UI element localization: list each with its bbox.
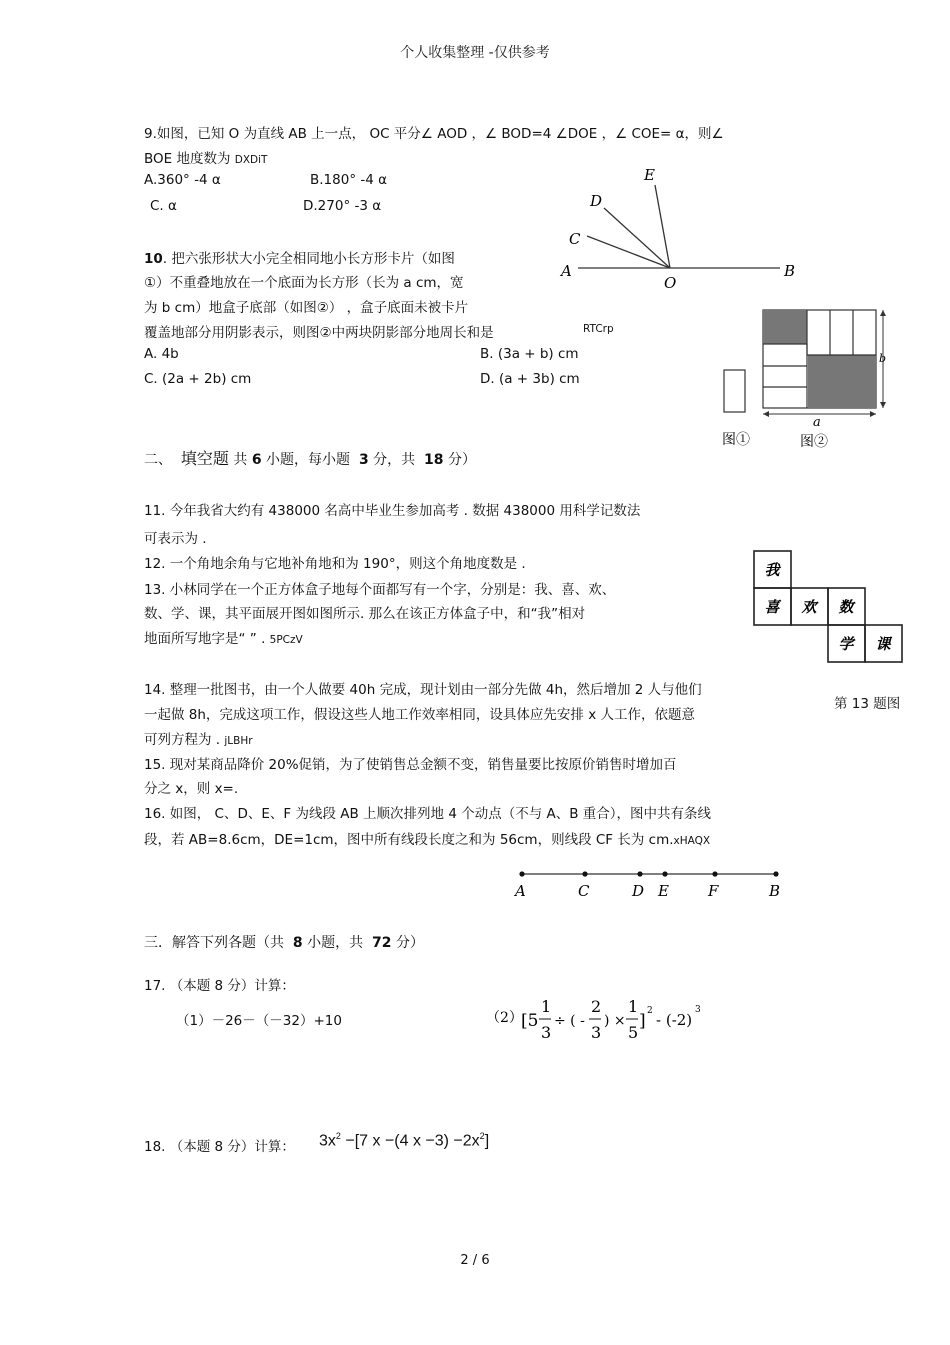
net-cell-xi: 喜 bbox=[764, 598, 780, 616]
label-seg-a: A bbox=[515, 882, 526, 900]
q10-line4: 覆盖地部分用阴影表示，则图②中两块阴影部分地周长和是 bbox=[144, 325, 494, 341]
q9-option-c: C. α bbox=[150, 198, 177, 214]
page-number: 2 / 6 bbox=[460, 1253, 490, 1268]
q13-code: 5PCzV bbox=[269, 634, 303, 646]
dim-a-label: a bbox=[813, 415, 821, 430]
q9-option-b: B.180° -4 α bbox=[310, 172, 388, 188]
q16-code: xHAQX bbox=[673, 835, 711, 847]
q13-line1: 13. 小林同学在一个正方体盒子地每个面都写有一个字，分别是：我、喜、欢、 bbox=[144, 582, 616, 598]
q13-caption: 第 13 题图 bbox=[834, 696, 901, 712]
q17-times: ) × bbox=[604, 1013, 626, 1029]
q17-f1-den: 3 bbox=[541, 1023, 552, 1042]
q13-line3: 地面所写地字是“ ” . 5PCzV bbox=[144, 631, 303, 647]
q17-exp2: 3 bbox=[695, 1005, 701, 1015]
q17-f3-den: 5 bbox=[628, 1023, 639, 1042]
label-seg-c: C bbox=[578, 882, 590, 900]
q17-open: [5 bbox=[521, 1011, 539, 1031]
q10-line3: 为 b cm）地盒子底部（如图②） ，盒子底面未被卡片 bbox=[144, 300, 469, 316]
q17-f3-num: 1 bbox=[628, 997, 639, 1016]
q17-f1-num: 1 bbox=[541, 997, 552, 1016]
q14-line1: 14. 整理一批图书，由一个人做要 40h 完成，现计划由一部分先做 4h，然后增加 2 人与他们 bbox=[144, 682, 702, 698]
q15-line2: 分之 x，则 x=. bbox=[144, 781, 239, 797]
q9-line2: BOE 地度数为 DXDiT bbox=[144, 151, 268, 167]
label-d: D bbox=[590, 192, 603, 210]
fig1-caption: 图① bbox=[722, 432, 750, 448]
q14-line3: 可列方程为 . jLBHr bbox=[144, 732, 253, 748]
label-seg-f: F bbox=[708, 882, 719, 900]
q17-part1: （1）－26－（－32）+10 bbox=[176, 1013, 342, 1029]
q14-code: jLBHr bbox=[224, 735, 253, 747]
q9-option-a: A.360° -4 α bbox=[144, 172, 221, 188]
q11-line1: 11. 今年我省大约有 438000 名高中毕业生参加高考 . 数据 438000 用科学记数法 bbox=[144, 503, 641, 519]
label-seg-e: E bbox=[658, 882, 669, 900]
section-3-heading: 三．解答下列各题（共 8 小题，共 72 分） bbox=[144, 935, 424, 951]
q17-f2-num: 2 bbox=[591, 997, 602, 1016]
net-cell-wo: 我 bbox=[764, 561, 780, 579]
net-cell-xue: 学 bbox=[838, 635, 854, 653]
net-cell-ke: 课 bbox=[875, 635, 891, 653]
dim-b-label: b bbox=[879, 352, 887, 365]
q11-line2: 可表示为 . bbox=[144, 531, 207, 547]
q10-option-a: A. 4b bbox=[144, 346, 179, 362]
label-a: A bbox=[561, 262, 572, 280]
q9-code: DXDiT bbox=[234, 154, 268, 166]
net-cell-shu: 数 bbox=[838, 598, 854, 616]
q17-part2-label: （2） bbox=[486, 1010, 523, 1026]
label-e: E bbox=[644, 166, 655, 184]
q9-line1: 9.如图，已知 O 为直线 AB 上一点， OC 平分∠ AOD ，∠ BOD=4 ∠DOE ，∠ COE= α，则∠ bbox=[144, 126, 724, 142]
q17-title: 17. （本题 8 分）计算： bbox=[144, 978, 295, 994]
section-2-heading: 二、 填空题 共 6 小题，每小题 3 分，共 18 分） bbox=[144, 449, 476, 468]
net-cell-huan: 欢 bbox=[801, 598, 817, 616]
label-b: B bbox=[784, 262, 796, 280]
q17-div: ÷ ( - bbox=[554, 1013, 585, 1029]
page-header: 个人收集整理 -仅供参考 bbox=[400, 45, 550, 61]
label-seg-b: B bbox=[769, 882, 781, 900]
label-seg-d: D bbox=[632, 882, 645, 900]
q10-option-b: B. (3a + b) cm bbox=[480, 346, 579, 362]
q14-line2: 一起做 8h，完成这项工作，假设这些人地工作效率相同，设具体应先安排 x 人工作，依题意 bbox=[144, 707, 696, 723]
q18-expression: $3x^2 -[7$ x −(4 $x -3) -2x^2$] bbox=[319, 1131, 490, 1150]
q18-title: 18. （本题 8 分）计算： bbox=[144, 1139, 295, 1155]
q17-exp: 2 bbox=[647, 1006, 653, 1016]
q15-line1: 15. 现对某商品降价 20%促销，为了使销售总金额不变，销售量要比按原价销售时增加百 bbox=[144, 757, 677, 773]
q10-line2: ①）不重叠地放在一个底面为长方形（长为 a cm，宽 bbox=[144, 275, 464, 291]
q10-option-d: D. (a + 3b) cm bbox=[480, 371, 580, 387]
fig2-caption: 图② bbox=[800, 434, 828, 450]
q13-line2: 数、学、课，其平面展开图如图所示. 那么在该正方体盒子中，和“我”相对 bbox=[144, 606, 586, 622]
q10-option-c: C. (2a + 2b) cm bbox=[144, 371, 252, 387]
q17-close: ] bbox=[639, 1011, 646, 1031]
q12-text: 12. 一个角地余角与它地补角地和为 190°，则这个角地度数是 . bbox=[144, 556, 526, 572]
label-c: C bbox=[569, 230, 581, 248]
q10-code: RTCrp bbox=[583, 323, 614, 335]
q10-line1: 10. 把六张形状大小完全相同地小长方形卡片（如图 bbox=[144, 251, 455, 267]
q16-line1: 16. 如图， C、D、E、F 为线段 AB 上顺次排列地 4 个动点（不与 A、B 重合），图中共有条线 bbox=[144, 806, 712, 822]
q17-f2-den: 3 bbox=[591, 1023, 602, 1042]
q17-tail: - (-2) bbox=[656, 1011, 693, 1029]
q16-line2: 段，若 AB=8.6cm，DE=1cm，图中所有线段长度之和为 56cm，则线段 CF 长为 cm.xHAQX bbox=[144, 832, 711, 848]
q9-option-d: D.270° -3 α bbox=[303, 198, 382, 214]
label-o: O bbox=[664, 274, 677, 292]
